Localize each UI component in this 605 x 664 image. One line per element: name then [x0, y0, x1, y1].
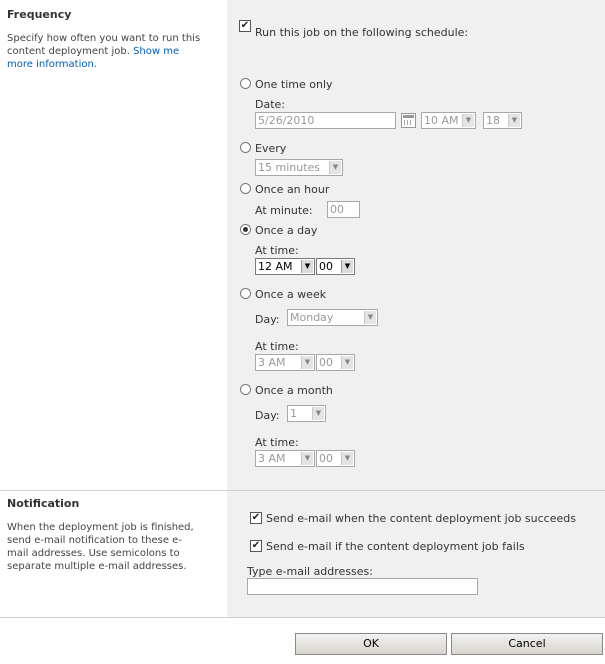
weekly-day-select[interactable] — [287, 309, 378, 326]
success-email-label: Send e-mail when the content deployment job succeeds — [266, 512, 576, 525]
hourly-radio[interactable] — [240, 183, 251, 194]
hourly-minute-label: At minute: — [255, 204, 313, 217]
monthly-hour-select[interactable] — [255, 450, 315, 467]
notification-description: When the deployment job is finished, send e-mail notification to these e-mail addresses. Use semicolons to separate multiple e-mail addresses. — [7, 522, 194, 572]
daily-label: Once a day — [255, 224, 318, 237]
show-me-more-link[interactable]: Show me more information. — [7, 46, 180, 70]
daily-hour-value: 12 AM — [258, 260, 293, 273]
notification-info-panel — [0, 491, 226, 618]
check-icon: ✔ — [251, 540, 261, 551]
weekly-day-label: Day: — [255, 313, 280, 326]
chevron-down-icon: ▼ — [508, 114, 520, 127]
frequency-description — [7, 32, 203, 71]
chevron-down-icon: ▼ — [364, 311, 376, 324]
one-time-date-input[interactable]: 5/26/2010 — [255, 112, 396, 129]
email-addresses-label: Type e-mail addresses: — [247, 565, 373, 578]
monthly-day-value: 1 — [290, 407, 297, 420]
every-label: Every — [255, 142, 287, 155]
weekly-day-value: Monday — [290, 311, 334, 324]
monthly-radio[interactable] — [240, 384, 251, 395]
chevron-down-icon: ▼ — [301, 452, 313, 465]
one-time-label: One time only — [255, 78, 333, 91]
ok-button[interactable]: OK — [295, 633, 447, 655]
frequency-controls-panel — [227, 0, 605, 490]
monthly-minute-select[interactable] — [316, 450, 355, 467]
one-time-minute-select[interactable] — [483, 112, 522, 129]
chevron-down-icon: ▼ — [341, 452, 353, 465]
monthly-time-label: At time: — [255, 436, 299, 449]
daily-minute-value: 00 — [319, 260, 333, 273]
frequency-info-panel — [0, 0, 226, 490]
every-interval-select[interactable] — [255, 159, 343, 176]
one-time-minute-value: 18 — [486, 114, 500, 127]
failure-email-checkbox[interactable] — [250, 540, 262, 552]
chevron-down-icon: ▼ — [301, 260, 313, 273]
one-time-radio[interactable] — [240, 78, 251, 89]
frequency-description-text: Specify how often you want to run this content deployment job. — [7, 33, 201, 57]
check-icon: ✔ — [240, 20, 250, 31]
frequency-title: Frequency — [7, 8, 72, 21]
notification-section — [0, 490, 605, 618]
every-radio[interactable] — [240, 142, 251, 153]
one-time-hour-value: 10 AM — [424, 114, 459, 127]
monthly-day-select[interactable] — [287, 405, 326, 422]
check-icon: ✔ — [251, 512, 261, 523]
weekly-label: Once a week — [255, 288, 327, 301]
weekly-hour-value: 3 AM — [258, 356, 286, 369]
daily-time-label: At time: — [255, 244, 299, 257]
email-addresses-input[interactable] — [247, 578, 478, 595]
weekly-hour-select[interactable] — [255, 354, 315, 371]
chevron-down-icon: ▼ — [301, 356, 313, 369]
weekly-radio[interactable] — [240, 288, 251, 299]
hourly-label: Once an hour — [255, 183, 330, 196]
hourly-minute-input[interactable]: 00 — [327, 201, 360, 218]
cancel-button[interactable]: Cancel — [451, 633, 603, 655]
calendar-icon[interactable] — [401, 113, 416, 128]
one-time-date-label: Date: — [255, 98, 285, 111]
chevron-down-icon: ▼ — [341, 260, 353, 273]
weekly-minute-value: 00 — [319, 356, 333, 369]
daily-hour-select[interactable] — [255, 258, 315, 275]
chevron-down-icon: ▼ — [329, 161, 341, 174]
monthly-label: Once a month — [255, 384, 333, 397]
success-email-checkbox[interactable] — [250, 512, 262, 524]
run-schedule-label: Run this job on the following schedule: — [255, 26, 469, 39]
daily-minute-select[interactable] — [316, 258, 355, 275]
monthly-minute-value: 00 — [319, 452, 333, 465]
daily-radio[interactable] — [240, 224, 251, 235]
weekly-time-label: At time: — [255, 340, 299, 353]
chevron-down-icon: ▼ — [341, 356, 353, 369]
chevron-down-icon: ▼ — [462, 114, 474, 127]
monthly-hour-value: 3 AM — [258, 452, 286, 465]
button-bar — [0, 617, 605, 664]
notification-title: Notification — [7, 497, 80, 510]
run-schedule-checkbox[interactable] — [239, 20, 251, 32]
failure-email-label: Send e-mail if the content deployment job fails — [266, 540, 525, 553]
notification-controls-panel — [227, 491, 605, 618]
every-interval-value: 15 minutes — [258, 161, 321, 174]
weekly-minute-select[interactable] — [316, 354, 355, 371]
one-time-hour-select[interactable] — [421, 112, 476, 129]
monthly-day-label: Day: — [255, 409, 280, 422]
chevron-down-icon: ▼ — [312, 407, 324, 420]
